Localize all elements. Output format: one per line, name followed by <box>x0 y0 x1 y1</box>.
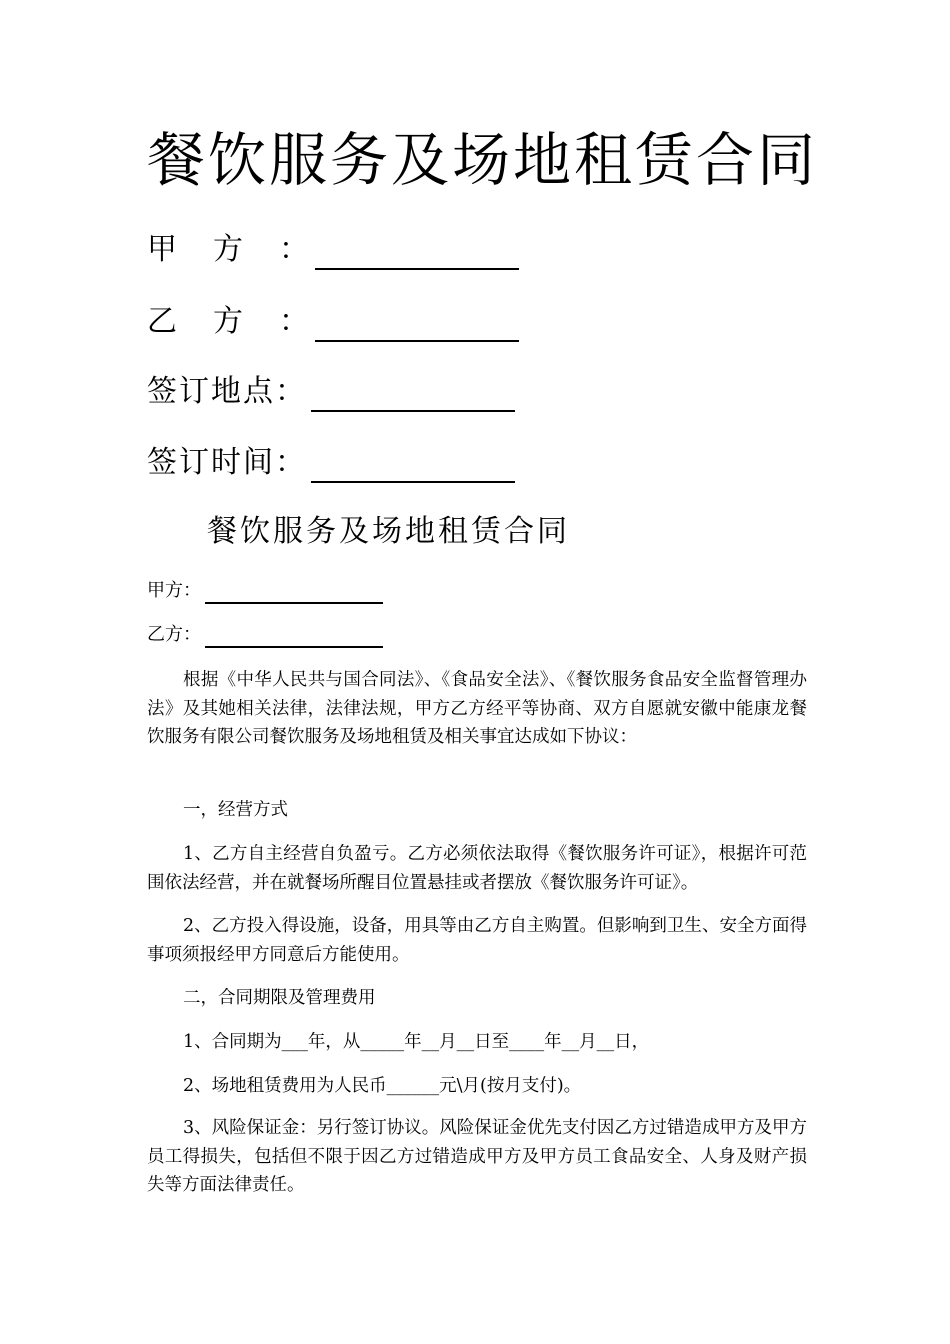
section1-item1: 1、乙方自主经营自负盈亏。乙方必须依法取得《餐饮服务许可证》，根据许可范围依法经营，并在就餐场所醒目位置悬挂或者摆放《餐饮服务许可证》。 <box>147 844 807 893</box>
contract-title: 餐饮服务及场地租赁合同 <box>207 514 570 549</box>
cover-place-blank[interactable] <box>311 382 515 412</box>
cover-title: 餐饮服务及场地租赁合同 <box>147 126 819 194</box>
section2-item1: 1、合同期为___年，从_____年__月__日至____年__月__日， <box>183 1032 650 1052</box>
cover-party-a-colon: ： <box>279 232 309 267</box>
cover-place-row <box>147 372 515 412</box>
section2-item2: 2、场地租赁费用为人民币______元\月(按月支付)。 <box>183 1076 582 1096</box>
cover-party-a-blank[interactable] <box>315 240 519 270</box>
section2-heading: 二，合同期限及管理费用 <box>183 988 376 1008</box>
section1-heading: 一，经营方式 <box>183 800 288 820</box>
cover-time-label: 签订时间 <box>147 445 275 480</box>
party-a-row <box>147 578 383 604</box>
cover-party-b-colon: ： <box>279 304 309 339</box>
section1-item2: 2、乙方投入得设施，设备，用具等由乙方自主购置。但影响到卫生、安全方面得事项须报经甲方同意后方能使用。 <box>147 916 807 965</box>
cover-time-colon: ： <box>275 445 305 480</box>
party-b-blank[interactable] <box>205 626 383 648</box>
cover-time-blank[interactable] <box>311 453 515 483</box>
party-b-row <box>147 622 383 648</box>
cover-time-row <box>147 443 515 483</box>
preamble-paragraph: 根据《中华人民共与国合同法》、《食品安全法》、《餐饮服务食品安全监督管理办法》及其她相关法律，法律法规，甲方乙方经平等协商、双方自愿就安徽中能康龙餐饮服务有限公司餐饮服务及场地租赁及相关事宜达成如下协议： <box>147 670 807 747</box>
section2-item3: 3、风险保证金：另行签订协议。风险保证金优先支付因乙方过错造成甲方及甲方员工得损失，包括但不限于因乙方过错造成甲方及甲方员工食品安全、人身及财产损失等方面法律责任。 <box>147 1118 807 1195</box>
cover-party-a-row <box>147 230 519 270</box>
cover-place-label: 签订地点 <box>147 374 275 409</box>
cover-party-a-label: 甲方 <box>147 232 279 267</box>
cover-party-b-label: 乙方 <box>147 304 279 339</box>
cover-place-colon: ： <box>275 374 305 409</box>
party-a-label: 甲方： <box>147 580 201 601</box>
cover-party-b-row <box>147 302 519 342</box>
cover-party-b-blank[interactable] <box>315 312 519 342</box>
party-b-label: 乙方： <box>147 624 201 645</box>
party-a-blank[interactable] <box>205 582 383 604</box>
